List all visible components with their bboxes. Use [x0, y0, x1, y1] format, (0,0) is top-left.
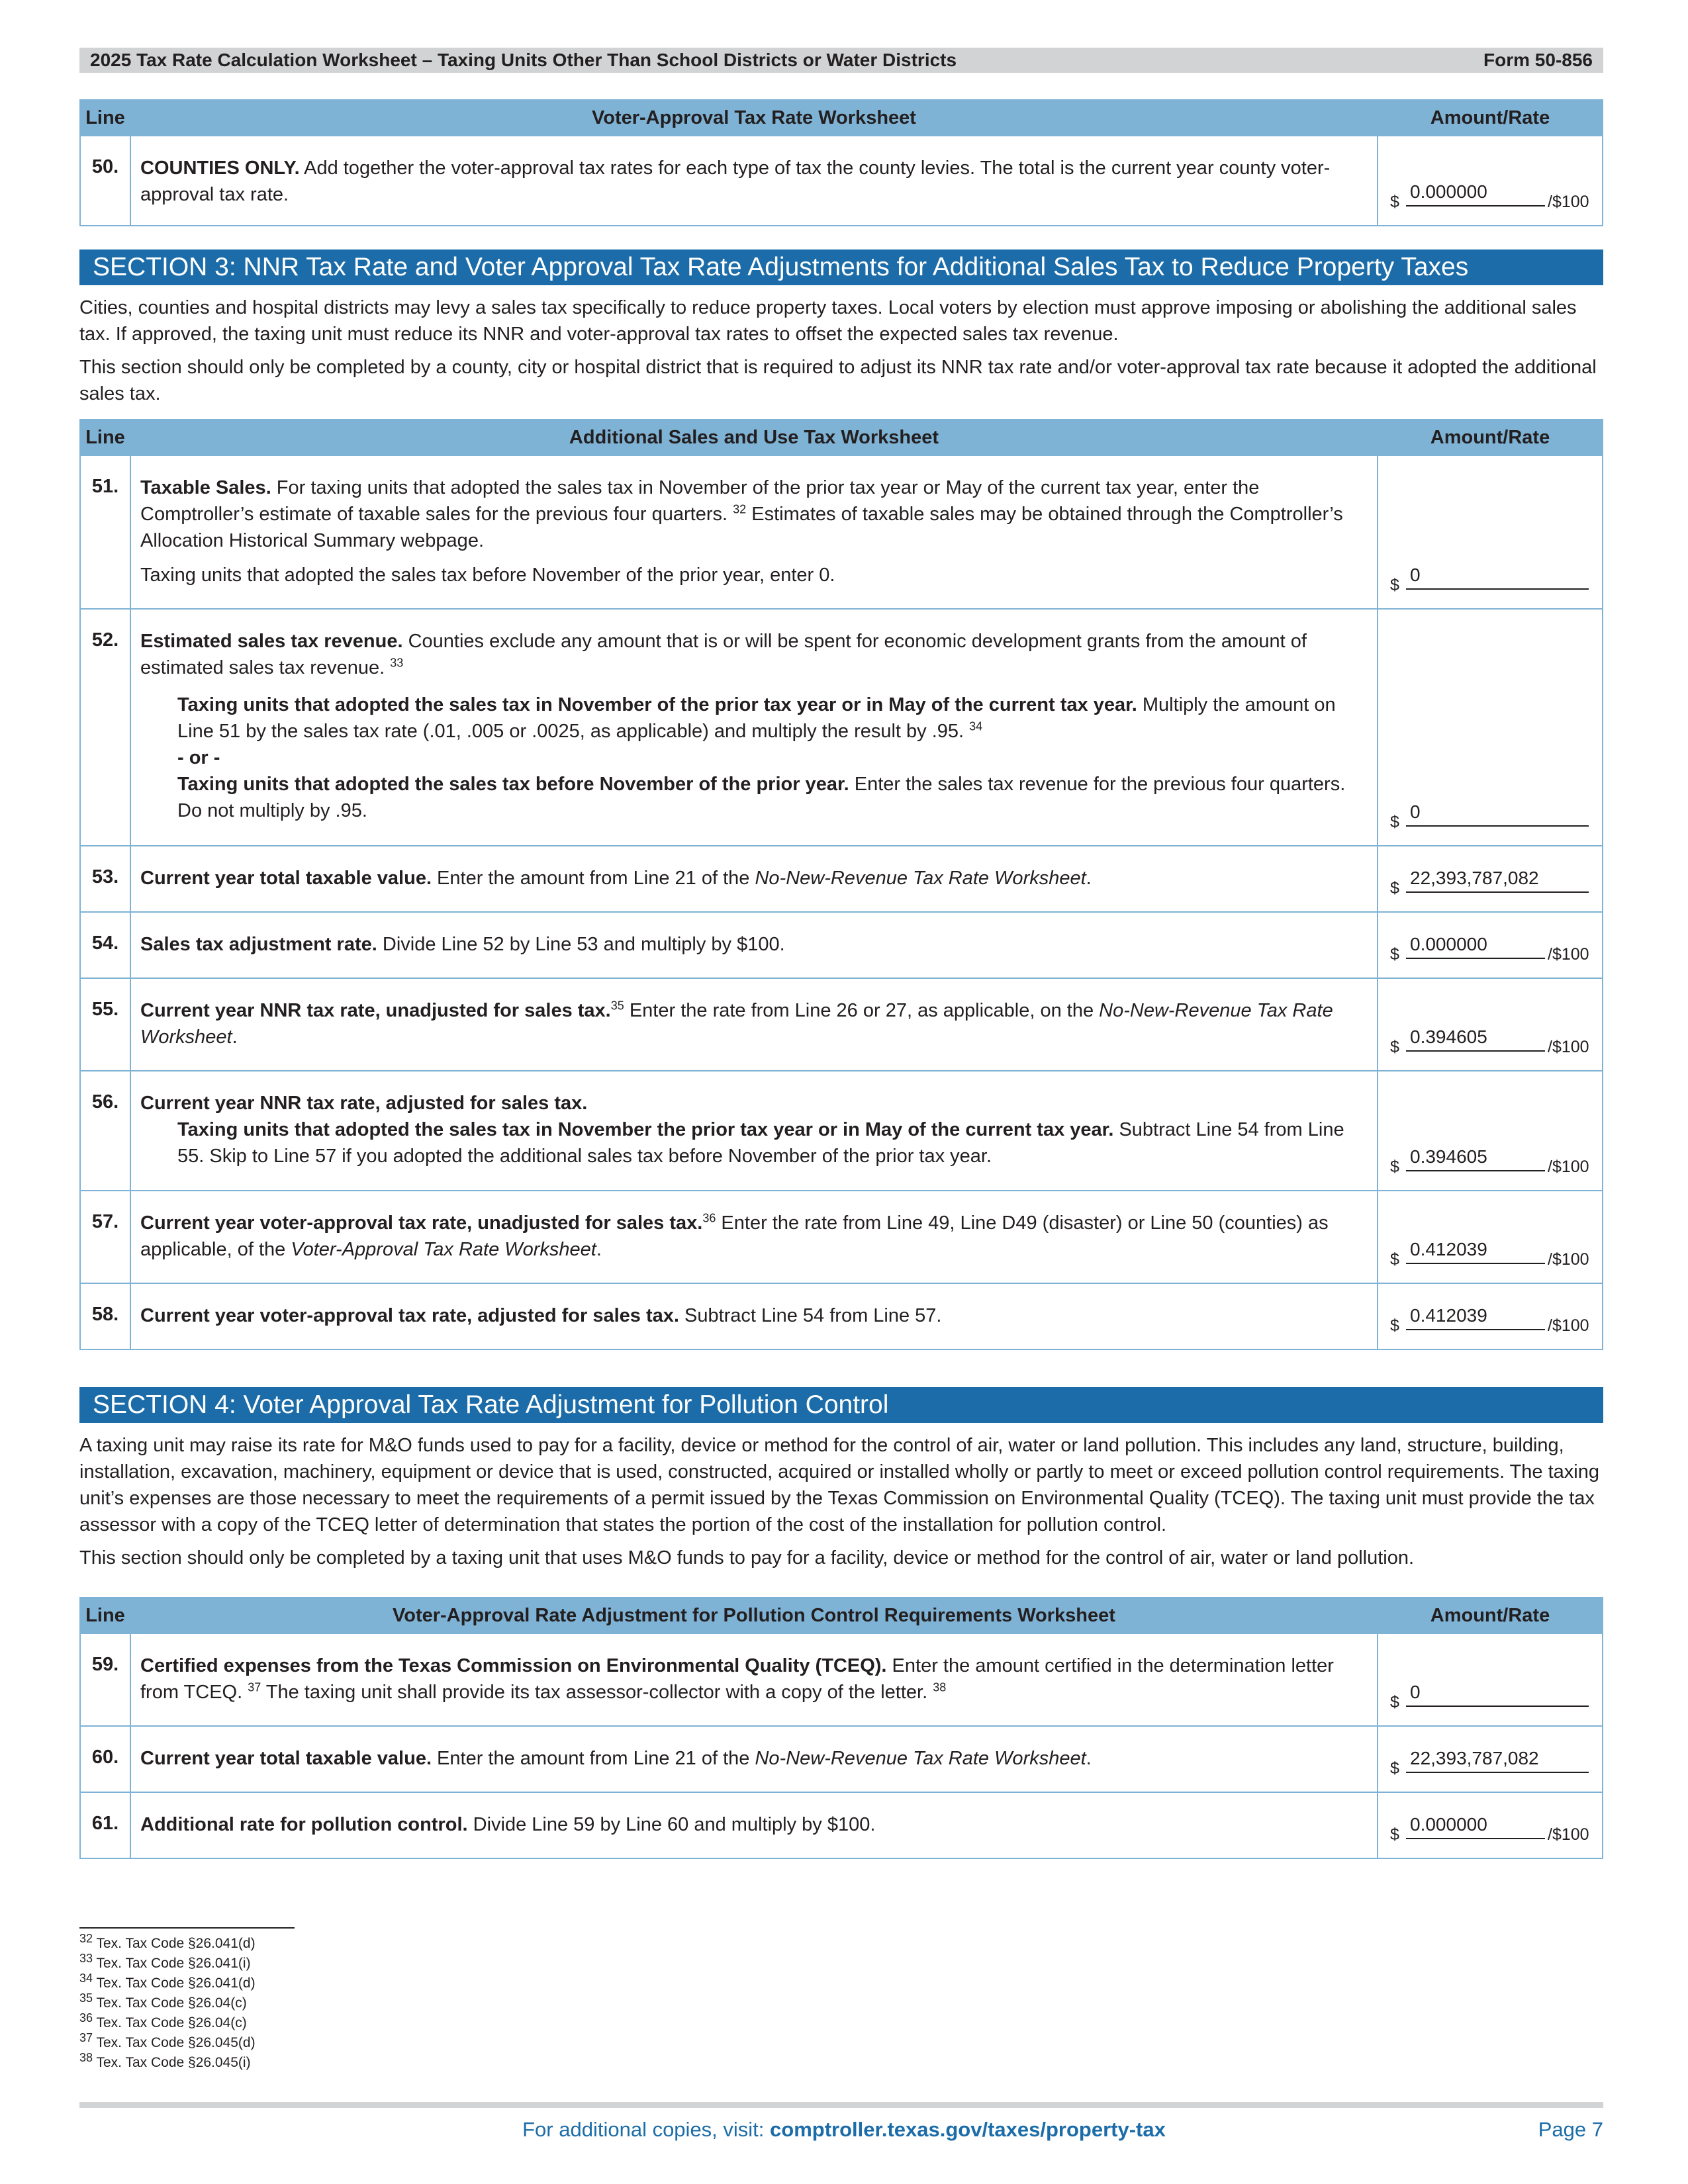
line-51-value[interactable]: 0 — [1410, 565, 1421, 585]
line-text: Estimates of taxable sales may be obtained through the Comptroller’s Allocation Historical Summary webpage. — [140, 504, 1343, 551]
dollar-sign: $ — [1390, 1250, 1399, 1269]
footnote-number: 34 — [79, 1972, 93, 1985]
or-separator: - or - — [177, 747, 220, 768]
line-number: 50. — [80, 136, 130, 226]
line-description — [130, 1191, 1378, 1283]
footnote-ref: 32 — [733, 502, 747, 516]
footnote — [79, 2033, 256, 2053]
line-53-value[interactable]: 22,393,787,082 — [1410, 868, 1539, 888]
voter-approval-worksheet-table — [79, 99, 1603, 226]
line-58-row — [80, 1283, 1603, 1349]
line-text: Enter the rate from Line 49, Line D49 (disaster) or Line 50 (counties) as applicable, of the — [140, 1212, 1329, 1260]
comptroller-link[interactable]: comptroller.texas.gov/taxes/property-tax — [770, 2118, 1166, 2141]
line-number: 55. — [80, 978, 130, 1071]
line-text: Enter the amount certified in the determination letter from TCEQ. — [140, 1655, 1334, 1703]
line-label: Current year NNR tax rate, adjusted for sales tax. — [140, 1093, 588, 1114]
footnote-text: Tex. Tax Code §26.04(c) — [93, 1995, 247, 2011]
section-4-intro: A taxing unit may raise its rate for M&O funds used to pay for a facility, device or method for the control of air, water or land pollution. This includes any land, structure, building, installation, excavation, machinery, equipment or device that is used, constructed, acquired or installed wholly or partly to meet or exceed pollution control requirements. The taxing unit’s expenses are those necessary to meet the requirements of a permit issued by the Texas Commission on Environmental Quality (TCEQ). The taxing unit must provide the tax assessor with a copy of the TCEQ letter of determination that states the portion of the cost of the installation for pollution control. — [79, 1435, 1599, 1535]
line-label: Current year total taxable value. — [140, 868, 432, 889]
line-number: 56. — [80, 1071, 130, 1191]
line-number: 57. — [80, 1191, 130, 1283]
line-50-amount — [1378, 136, 1603, 226]
page-number: Page 7 — [1538, 2118, 1603, 2141]
line-description — [130, 912, 1378, 978]
line-text-end: . — [1086, 868, 1092, 889]
line-description — [130, 1071, 1378, 1191]
footnote-ref: 33 — [390, 656, 404, 670]
footnote-number: 36 — [79, 2011, 93, 2025]
per-100-suffix: /$100 — [1548, 1038, 1589, 1056]
line-text: Enter the amount from Line 21 of the — [432, 868, 755, 889]
dollar-sign: $ — [1390, 1316, 1399, 1335]
worksheet-ref: No-New-Revenue Tax Rate Worksheet — [755, 1748, 1086, 1769]
footnote-ref: 37 — [248, 1680, 261, 1694]
line-text: Add together the voter-approval tax rates for each type of tax the county levies. The total is the current year county voter-approval tax rate. — [140, 158, 1331, 205]
line-number: 52. — [80, 609, 130, 846]
footnotes — [79, 1934, 256, 2073]
underline — [1406, 1170, 1545, 1171]
line-text-end: . — [1086, 1748, 1092, 1769]
line-description — [130, 455, 1378, 609]
line-57-value[interactable]: 0.412039 — [1410, 1239, 1487, 1259]
underline — [1406, 1263, 1545, 1264]
dollar-sign: $ — [1390, 945, 1399, 964]
line-60-value[interactable]: 22,393,787,082 — [1410, 1748, 1539, 1768]
line-label: Certified expenses from the Texas Commission on Environmental Quality (TCEQ). — [140, 1655, 887, 1676]
line-50-row — [80, 136, 1603, 226]
line-55-row — [80, 978, 1603, 1071]
table-title: Voter-Approval Rate Adjustment for Pollution Control Requirements Worksheet — [130, 1598, 1378, 1633]
underline — [1406, 958, 1545, 959]
per-100-suffix: /$100 — [1548, 1825, 1589, 1844]
line-description — [130, 846, 1378, 912]
dollar-sign: $ — [1390, 1759, 1399, 1778]
table-title: Additional Sales and Use Tax Worksheet — [130, 420, 1378, 455]
underline — [1406, 825, 1589, 827]
underline — [1406, 1772, 1589, 1773]
footer-prefix: For additional copies, visit: — [522, 2118, 771, 2141]
line-52-value[interactable]: 0 — [1410, 801, 1421, 822]
option-text: Multiply the amount on Line 51 by the sales tax rate (.01, .005 or .0025, as applicable) and multiply the result by .95. — [177, 694, 1336, 742]
line-text: Divide Line 59 by Line 60 and multiply by $100. — [467, 1814, 876, 1835]
line-description — [130, 1726, 1378, 1792]
line-60-amount — [1378, 1726, 1603, 1792]
sales-tax-worksheet-table — [79, 419, 1603, 1350]
footnote-ref: 35 — [610, 999, 624, 1013]
table-title: Voter-Approval Tax Rate Worksheet — [130, 100, 1378, 136]
footnote-text: Tex. Tax Code §26.04(c) — [93, 2015, 247, 2030]
line-label: Estimated sales tax revenue. — [140, 631, 403, 652]
line-label: Current year total taxable value. — [140, 1748, 432, 1769]
line-number: 54. — [80, 912, 130, 978]
footnote-text: Tex. Tax Code §26.041(i) — [93, 1956, 251, 1971]
footnote — [79, 2013, 256, 2033]
col-amount-header: Amount/Rate — [1378, 1598, 1603, 1633]
line-55-amount — [1378, 978, 1603, 1071]
line-description — [130, 1792, 1378, 1858]
option-text: Subtract Line 54 from Line 55. Skip to Line 57 if you adopted the additional sales tax before November of the prior tax year. — [177, 1119, 1344, 1167]
section-4-title: SECTION 4: Voter Approval Tax Rate Adjustment for Pollution Control — [79, 1387, 1603, 1423]
line-52-row — [80, 609, 1603, 846]
per-100-suffix: /$100 — [1548, 1250, 1589, 1269]
underline — [1406, 205, 1545, 206]
line-text: The taxing unit shall provide its tax assessor-collector with a copy of the letter. — [261, 1682, 928, 1703]
per-100-suffix: /$100 — [1548, 193, 1589, 211]
footnote-ref: 38 — [933, 1680, 947, 1694]
form-number: Form 50-856 — [1483, 50, 1593, 70]
line-text-end: . — [596, 1239, 602, 1260]
line-61-value[interactable]: 0.000000 — [1410, 1814, 1487, 1835]
dollar-sign: $ — [1390, 813, 1399, 831]
footnote — [79, 1993, 256, 2013]
line-58-value[interactable]: 0.412039 — [1410, 1305, 1487, 1326]
line-54-amount — [1378, 912, 1603, 978]
line-label: Sales tax adjustment rate. — [140, 934, 377, 955]
line-55-value[interactable]: 0.394605 — [1410, 1026, 1487, 1047]
line-label: Current year voter-approval tax rate, adjusted for sales tax. — [140, 1305, 679, 1326]
line-note: Taxing units that adopted the sales tax before November of the prior year, enter 0. — [140, 565, 835, 586]
per-100-suffix: /$100 — [1548, 1158, 1589, 1176]
line-53-row — [80, 846, 1603, 912]
footnote-text: Tex. Tax Code §26.045(d) — [93, 2035, 256, 2050]
line-number: 58. — [80, 1283, 130, 1349]
underline — [1406, 1838, 1545, 1839]
line-text: Subtract Line 54 from Line 57. — [679, 1305, 942, 1326]
line-label: COUNTIES ONLY. — [140, 158, 300, 179]
line-59-value[interactable]: 0 — [1410, 1682, 1421, 1702]
col-amount-header: Amount/Rate — [1378, 420, 1603, 455]
line-61-amount — [1378, 1792, 1603, 1858]
line-label: Current year NNR tax rate, unadjusted for sales tax. — [140, 1000, 611, 1021]
line-50-value[interactable]: 0.000000 — [1410, 181, 1487, 202]
footnote-number: 35 — [79, 1991, 93, 2005]
line-56-row — [80, 1071, 1603, 1191]
option-text: Enter the sales tax revenue for the previous four quarters. Do not multiply by .95. — [177, 774, 1346, 821]
line-label: Current year voter-approval tax rate, unadjusted for sales tax. — [140, 1212, 703, 1234]
section-3-intro: Cities, counties and hospital districts may levy a sales tax specifically to reduce property taxes. Local voters by election must approve imposing or abolishing the additional sales tax. If approved, the taxing unit must reduce its NNR and voter-approval tax rates to offset the expected sales tax revenue. — [79, 297, 1577, 345]
line-text-end: . — [232, 1026, 238, 1048]
underline — [1406, 891, 1589, 893]
worksheet-ref: No-New-Revenue Tax Rate Worksheet — [140, 1000, 1333, 1048]
line-54-value[interactable]: 0.000000 — [1410, 934, 1487, 954]
dollar-sign: $ — [1390, 879, 1399, 897]
col-line-header: Line — [80, 1598, 130, 1633]
footnote-text: Tex. Tax Code §26.041(d) — [93, 1936, 256, 1951]
line-57-amount — [1378, 1191, 1603, 1283]
dollar-sign: $ — [1390, 193, 1399, 211]
line-52-amount — [1378, 609, 1603, 846]
underline — [1406, 588, 1589, 590]
footnote-ref: 36 — [702, 1211, 716, 1225]
option-label: Taxing units that adopted the sales tax in November of the prior tax year or in May of the current tax year. — [177, 694, 1137, 715]
line-51-amount — [1378, 455, 1603, 609]
line-60-row — [80, 1726, 1603, 1792]
per-100-suffix: /$100 — [1548, 1316, 1589, 1335]
footnote-number: 37 — [79, 2031, 93, 2044]
underline — [1406, 1706, 1589, 1707]
line-58-amount — [1378, 1283, 1603, 1349]
footnote-number: 38 — [79, 2051, 93, 2064]
line-description — [130, 978, 1378, 1071]
line-53-amount — [1378, 846, 1603, 912]
line-text: Enter the amount from Line 21 of the — [432, 1748, 755, 1769]
section-3-title: SECTION 3: NNR Tax Rate and Voter Approval Tax Rate Adjustments for Additional Sales Tax to Reduce Property Taxes — [79, 250, 1603, 285]
footnote — [79, 1954, 256, 1974]
worksheet-ref: Voter-Approval Tax Rate Worksheet — [291, 1239, 596, 1260]
footnote-divider — [79, 1927, 295, 1929]
line-59-amount — [1378, 1633, 1603, 1726]
pollution-control-worksheet-table — [79, 1597, 1603, 1859]
line-description — [130, 1283, 1378, 1349]
section-4-scope: This section should only be completed by a taxing unit that uses M&O funds to pay for a facility, device or method for the control of air, water or land pollution. — [79, 1547, 1415, 1569]
line-57-row — [80, 1191, 1603, 1283]
line-number: 60. — [80, 1726, 130, 1792]
line-54-row — [80, 912, 1603, 978]
line-51-row — [80, 455, 1603, 609]
line-label: Additional rate for pollution control. — [140, 1814, 468, 1835]
footer-copies — [0, 2118, 1688, 2142]
line-61-row — [80, 1792, 1603, 1858]
line-text: Enter the rate from Line 26 or 27, as applicable, on the — [624, 1000, 1100, 1021]
dollar-sign: $ — [1390, 1693, 1399, 1711]
dollar-sign: $ — [1390, 1825, 1399, 1844]
footnote — [79, 2053, 256, 2073]
footnote-text: Tex. Tax Code §26.041(d) — [93, 1976, 256, 1991]
line-number: 53. — [80, 846, 130, 912]
underline — [1406, 1329, 1545, 1330]
line-56-amount — [1378, 1071, 1603, 1191]
worksheet-ref: No-New-Revenue Tax Rate Worksheet — [755, 868, 1086, 889]
footnote — [79, 1974, 256, 1993]
line-text: Counties exclude any amount that is or will be spent for economic development grants from the amount of estimated sales tax revenue. — [140, 631, 1307, 678]
section-3-scope: This section should only be completed by a county, city or hospital district that is required to adjust its NNR tax rate and/or voter-approval tax rate because it adopted the additional sales tax. — [79, 357, 1597, 404]
line-description — [130, 609, 1378, 846]
dollar-sign: $ — [1390, 1158, 1399, 1176]
footnote — [79, 1934, 256, 1954]
footnote-ref: 34 — [969, 719, 983, 733]
dollar-sign: $ — [1390, 1038, 1399, 1056]
line-56-value[interactable]: 0.394605 — [1410, 1146, 1487, 1167]
option-label: Taxing units that adopted the sales tax in November the prior tax year or in May of the current tax year. — [177, 1119, 1114, 1140]
line-number: 61. — [80, 1792, 130, 1858]
line-text: Divide Line 52 by Line 53 and multiply by $100. — [377, 934, 785, 955]
option-label: Taxing units that adopted the sales tax before November of the prior year. — [177, 774, 849, 795]
per-100-suffix: /$100 — [1548, 945, 1589, 964]
line-59-row — [80, 1633, 1603, 1726]
dollar-sign: $ — [1390, 576, 1399, 594]
line-number: 59. — [80, 1633, 130, 1726]
footnote-number: 33 — [79, 1952, 93, 1965]
line-label: Taxable Sales. — [140, 477, 271, 498]
line-description — [130, 1633, 1378, 1726]
col-amount-header: Amount/Rate — [1378, 100, 1603, 136]
col-line-header: Line — [80, 100, 130, 136]
worksheet-title: 2025 Tax Rate Calculation Worksheet – Taxing Units Other Than School Districts or Water Districts — [90, 50, 957, 70]
line-number: 51. — [80, 455, 130, 609]
footnote-text: Tex. Tax Code §26.045(i) — [93, 2055, 251, 2070]
footer-divider — [79, 2102, 1603, 2108]
underline — [1406, 1050, 1545, 1052]
line-description — [130, 136, 1378, 226]
col-line-header: Line — [80, 420, 130, 455]
line-text: For taxing units that adopted the sales tax in November of the prior tax year or May of the current tax year, enter the Comptroller’s estimate of taxable sales for the previous four quarters. — [140, 477, 1260, 525]
footnote-number: 32 — [79, 1932, 93, 1945]
page-header — [79, 48, 1603, 73]
